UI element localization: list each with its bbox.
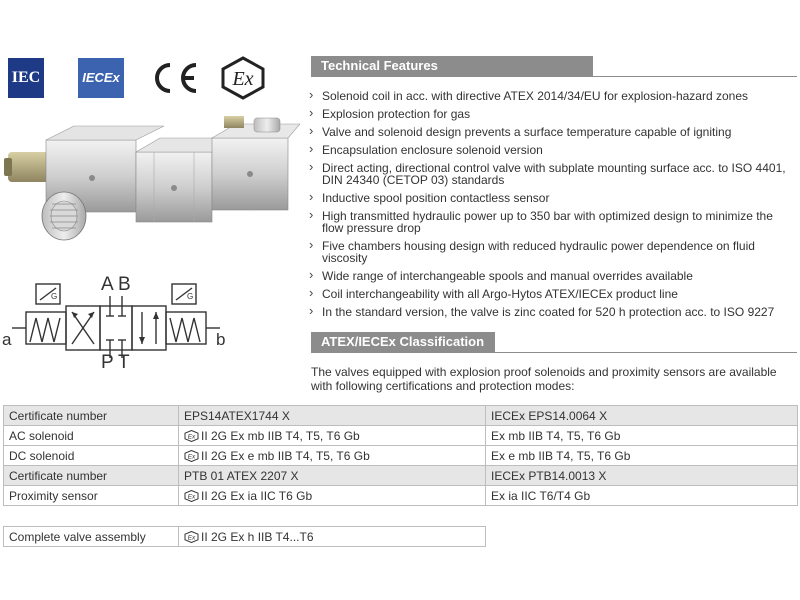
assembly-table — [3, 526, 486, 547]
svg-text:Ex: Ex — [187, 534, 196, 542]
list-item: › Valve and solenoid design prevents a surface temperature capable of igniting — [308, 126, 794, 138]
ce-mark-icon — [146, 58, 202, 98]
cell-atex — [179, 446, 486, 466]
port-b-label: B — [118, 274, 134, 295]
cell-iecex: Ex ia IIC T6/T4 Gb — [486, 486, 798, 506]
cell-atex-text: II 2G Ex ia IIC T6 Gb — [201, 488, 313, 503]
svg-text:Ex: Ex — [232, 68, 254, 90]
cell-atex-text: EPS14ATEX1744 X — [184, 408, 290, 423]
ex-mark-icon — [184, 450, 199, 462]
table-row — [4, 486, 798, 506]
list-item: › Explosion protection for gas — [308, 108, 794, 120]
cell-iecex: Ex e mb IIB T4, T5, T6 Gb — [486, 446, 798, 466]
cell-label: DC solenoid — [4, 446, 179, 466]
table-row — [4, 406, 798, 426]
cell-atex — [179, 426, 486, 446]
side-a-label: a — [2, 330, 15, 349]
list-item: › Coil interchangeability with all Argo-Hytos ATEX/IECEx product line — [308, 288, 794, 300]
technical-features-list — [308, 90, 794, 324]
cell-iecex: Ex mb IIB T4, T5, T6 Gb — [486, 426, 798, 446]
technical-features-header — [311, 56, 593, 76]
assembly-label: Complete valve assembly — [4, 527, 179, 547]
header-divider — [311, 352, 797, 353]
cell-atex — [179, 486, 486, 506]
list-item: › Inductive spool position contactless sensor — [308, 192, 794, 204]
iecex-logo: IECEx — [78, 58, 124, 98]
coil-g-left-label: G — [51, 292, 58, 301]
iec-logo: IEC — [8, 58, 44, 98]
list-item: › Five chambers housing design with reduced hydraulic power dependence on fluid viscosity — [308, 240, 794, 264]
cell-iecex: IECEx PTB14.0013 X — [486, 466, 798, 486]
port-a-label: A — [101, 274, 117, 295]
cell-label: Proximity sensor — [4, 486, 179, 506]
valve-product-image — [4, 112, 300, 262]
classification-header — [311, 332, 495, 352]
side-b-label: b — [216, 330, 229, 349]
svg-text:Ex: Ex — [187, 493, 196, 501]
cell-iecex: IECEx EPS14.0064 X — [486, 406, 798, 426]
port-t-label: T — [118, 352, 133, 373]
list-item: › In the standard version, the valve is zinc coated for 520 h protection acc. to ISO 9227 — [308, 306, 794, 318]
table-row — [4, 426, 798, 446]
ex-mark-icon — [184, 490, 199, 502]
cell-atex — [179, 406, 486, 426]
list-item: › High transmitted hydraulic power up to 350 bar with optimized design to minimize the flow pressure drop — [308, 210, 794, 234]
cell-atex-text: PTB 01 ATEX 2207 X — [184, 468, 299, 483]
list-item: › Solenoid coil in acc. with directive ATEX 2014/34/EU for explosion-hazard zones — [308, 90, 794, 102]
ex-mark-icon — [184, 531, 199, 543]
classification-intro: The valves equipped with explosion proof solenoids and proximity sensors are available with following certifications and protection modes: — [311, 365, 777, 393]
assembly-atex-text: II 2G Ex h IIB T4...T6 — [201, 529, 314, 544]
assembly-atex — [179, 527, 486, 547]
header-divider — [311, 76, 797, 77]
cell-atex-text: II 2G Ex e mb IIB T4, T5, T6 Gb — [201, 448, 370, 463]
table-row — [4, 466, 798, 486]
hydraulic-schematic — [0, 276, 300, 376]
svg-text:Ex: Ex — [187, 453, 196, 461]
technical-features-title: Technical Features — [321, 58, 438, 73]
ex-hexagon-icon — [220, 56, 266, 100]
cell-label: Certificate number — [4, 406, 179, 426]
coil-g-right-label: G — [187, 292, 194, 301]
list-item: › Encapsulation enclosure solenoid version — [308, 144, 794, 156]
cell-atex-text: II 2G Ex mb IIB T4, T5, T6 Gb — [201, 428, 360, 443]
table-row — [4, 446, 798, 466]
cell-label: Certificate number — [4, 466, 179, 486]
table-row — [4, 527, 486, 547]
svg-text:Ex: Ex — [187, 433, 196, 441]
port-p-label: P — [101, 352, 117, 373]
cell-label: AC solenoid — [4, 426, 179, 446]
list-item: › Direct acting, directional control valve with subplate mounting surface acc. to ISO 4401, DIN 24340 (CETOP 03) standards — [308, 162, 794, 186]
classification-title: ATEX/IECEx Classification — [321, 334, 485, 349]
certification-logos — [6, 56, 266, 100]
cell-atex — [179, 466, 486, 486]
certification-table — [3, 405, 798, 506]
ex-mark-icon — [184, 430, 199, 442]
list-item: › Wide range of interchangeable spools and manual overrides available — [308, 270, 794, 282]
